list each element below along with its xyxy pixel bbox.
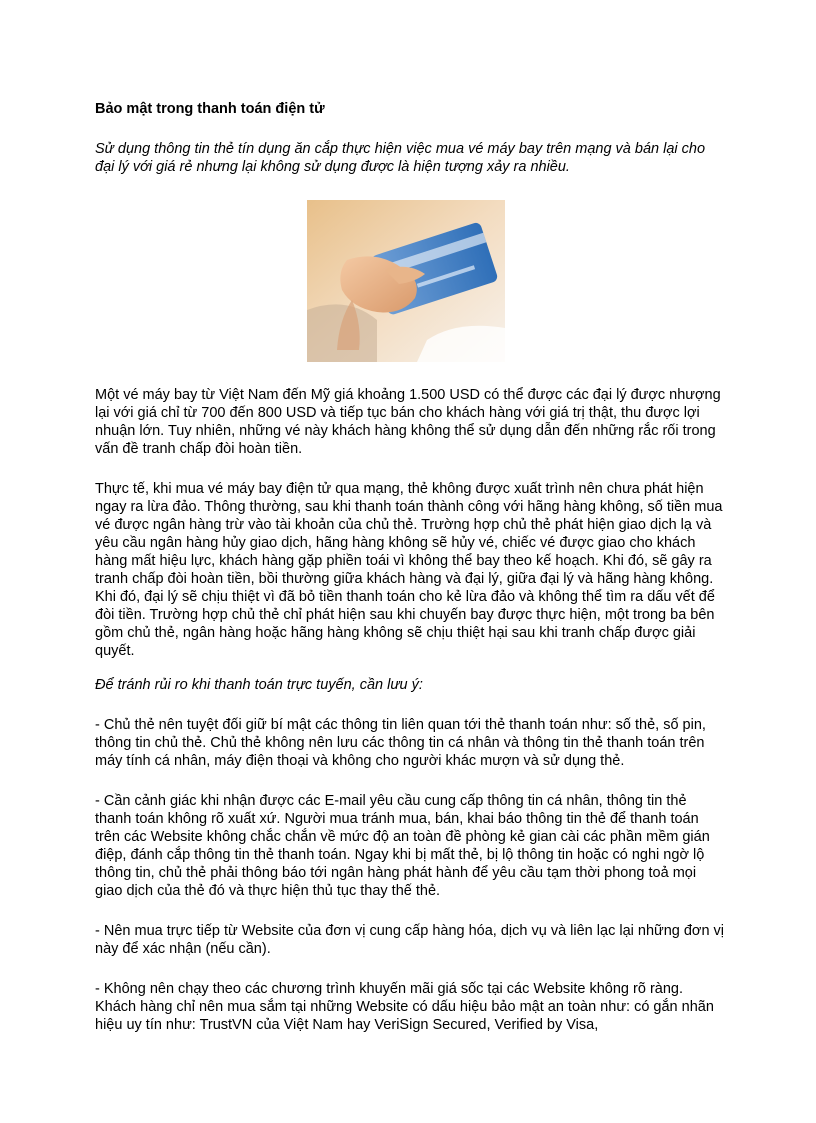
tip-1: - Chủ thẻ nên tuyệt đối giữ bí mật các thông tin liên quan tới thẻ thanh toán như: số thẻ, số pin, thông tin chủ thẻ. Chủ thẻ không nên lưu các thông tin cá nhân và thông tin thẻ thanh toán trên máy tính cá nhân, máy điện thoại và không cho người khác mượn và sử dụng thẻ. (95, 717, 706, 769)
document-page (95, 100, 725, 1034)
tip-3: - Nên mua trực tiếp từ Website của đơn vị cung cấp hàng hóa, dịch vụ và liên lạc lại những đơn vị này để xác nhận (nếu cần). (95, 923, 725, 957)
article-lead: Sử dụng thông tin thẻ tín dụng ăn cắp thực hiện việc mua vé máy bay trên mạng và bán lại cho đại lý với giá rẻ nhưng lại không sử dụng được là hiện tượng xảy ra nhiều. (95, 141, 706, 175)
paragraph-2: Thực tế, khi mua vé máy bay điện tử qua mạng, thẻ không được xuất trình nên chưa phát hiện ngay ra lừa đảo. Thông thường, sau khi thanh toán thành công với hãng hàng không, số tiền mua vé được ngân hàng trừ vào tài khoản của chủ thẻ. Trường hợp chủ thẻ phát hiện giao dịch lạ và yêu cầu ngân hàng hủy giao dịch, hãng hàng không sẽ hủy vé, chiếc vé được giao cho khách hàng mất hiệu lực, khách hàng gặp phiền toái vì không thể bay theo kế hoạch. Khi đó, sẽ gây ra tranh chấp đòi hoàn tiền, bồi thường giữa khách hàng và đại lý, giữa đại lý và hãng hàng không. Khi đó, đại lý sẽ chịu thiệt vì đã bỏ tiền thanh toán cho kẻ lừa đảo và không thể tìm ra dấu vết để đòi tiền. Trường hợp chủ thẻ chỉ phát hiện sau khi chuyến bay được thực hiện, một trong ba bên gồm chủ thẻ, ngân hàng hoặc hãng hàng không sẽ chịu thiệt hại sau khi tranh chấp được giải quyết. (95, 481, 723, 659)
tip-4: - Không nên chạy theo các chương trình khuyến mãi giá sốc tại các Website không rõ ràng. Khách hàng chỉ nên mua sắm tại những Website có dấu hiệu bảo mật an toàn như: có gắn nhãn hiệu uy tín như: TrustVN của Việt Nam hay VeriSign Secured, Verified by Visa, (95, 981, 714, 1033)
tips-heading: Để tránh rủi ro khi thanh toán trực tuyến, cần lưu ý: (95, 677, 423, 693)
tip-2: - Cần cảnh giác khi nhận được các E-mail yêu cầu cung cấp thông tin cá nhân, thông tin thẻ thanh toán không rõ xuất xứ. Người mua tránh mua, bán, khai báo thông tin thẻ để thanh toán trên các Website không chắc chắn về mức độ an toàn đề phòng kẻ gian cài các phần mềm gián điệp, đánh cắp thông tin thẻ thanh toán. Ngay khi bị mất thẻ, bị lộ thông tin hoặc có nghi ngờ lộ thông tin, chủ thẻ phải thông báo tới ngân hàng phát hành để yêu cầu tạm thời phong toả mọi giao dịch của thẻ đó và thực hiện thủ tục thay thế thẻ. (95, 793, 710, 899)
paragraph-1: Một vé máy bay từ Việt Nam đến Mỹ giá khoảng 1.500 USD có thể được các đại lý được nhượng lại với giá chỉ từ 700 đến 800 USD và tiếp tục bán cho khách hàng với giá trị thật, thu được lợi nhuận lớn. Tuy nhiên, những vé này khách hàng không thể sử dụng dẫn đến những rắc rối trong vấn đề tranh chấp đòi hoàn tiền. (95, 387, 721, 457)
article-title: Bảo mật trong thanh toán điện tử (95, 101, 325, 117)
credit-card-photo (307, 200, 505, 362)
